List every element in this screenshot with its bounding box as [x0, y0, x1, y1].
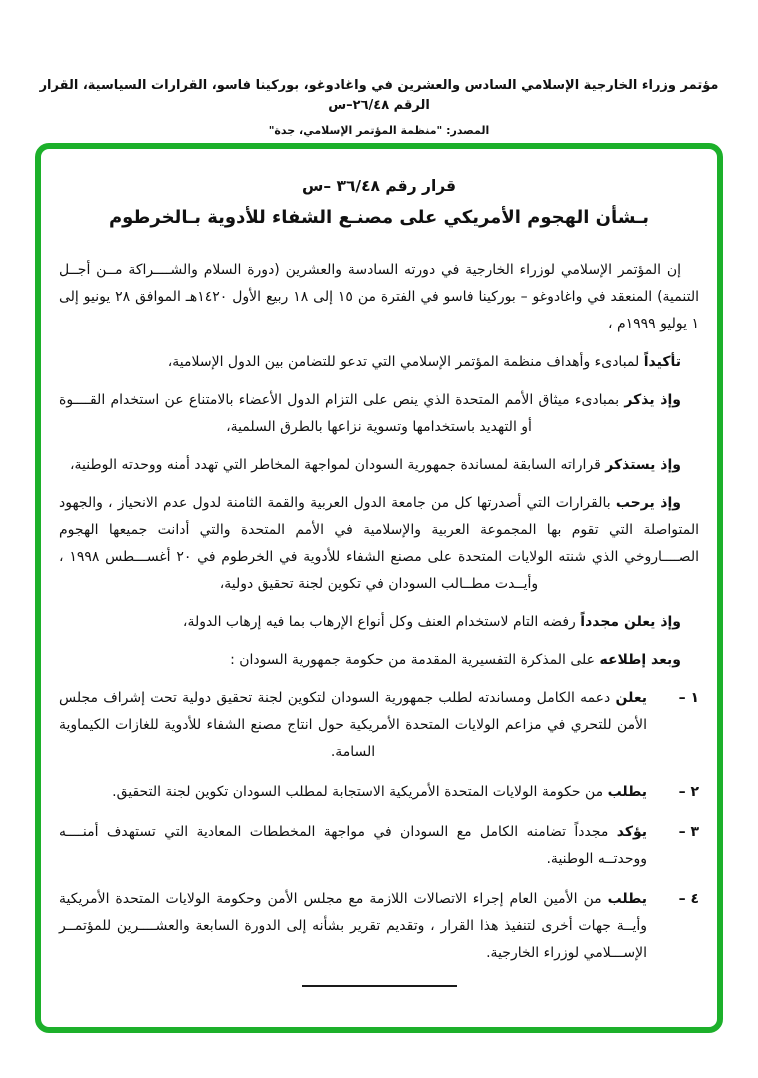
preamble-paragraph	[59, 452, 699, 479]
paragraph-text: إن المؤتمر الإسلامي لوزراء الخارجية في دورته السادسة والعشرين (دورة السلام والشــــراكة مــن أجــل التنمية) المنعقد في واغادوغو – بوركينا فاسو في الفترة من ١٥ إلى ١٨ ربيع الأول ١٤٢٠هـ الموافق ٢٨ يونيو إلى ١ يوليو ١٩٩٩م ،	[59, 262, 699, 332]
item-lead: يطلب	[607, 784, 647, 800]
preamble-paragraph	[59, 349, 699, 376]
item-lead: يطلب	[607, 891, 647, 907]
item-number: ٤ –	[678, 891, 699, 907]
document-frame	[35, 143, 723, 1033]
paragraph-text: قراراته السابقة لمساندة جمهورية السودان لمواجهة المخاطر التي تهدد أمنه ووحدته الوطنية،	[70, 457, 606, 473]
paragraph-text: رفضه التام لاستخدام العنف وكل أنواع الإرهاب بما فيه إرهاب الدولة،	[182, 614, 581, 630]
item-text	[59, 779, 647, 806]
preamble-paragraph	[59, 647, 699, 674]
item-lead: يعلن	[615, 690, 647, 706]
item-text	[59, 685, 647, 766]
citation-header	[28, 76, 730, 137]
end-divider	[302, 985, 457, 987]
paragraph-lead: وبعد إطلاعه	[599, 652, 681, 668]
paragraph-lead: وإذ يستذكر	[605, 457, 681, 473]
resolution-subject-title: بـشأن الهجوم الأمريكي على مصنـع الشفاء للأدوية بـالخرطوم	[108, 207, 650, 228]
list-item	[59, 886, 699, 967]
item-lead: يؤكد	[616, 824, 647, 840]
item-body: دعمه الكامل ومساندته لطلب جمهورية السودان لتكوين لجنة تحقيق دولية تحت إشراف مجلس الأمن للتحري في مزاعم الولايات المتحدة الأمريكية حول انتاج مصنع الشفاء للأدوية للغازات الكيماوية السامة.	[59, 690, 647, 760]
paragraph-text: بمبادىء ميثاق الأمم المتحدة الذي ينص على التزام الدول الأعضاء بالامتناع عن استخدام القــــوة أو التهديد باستخدامها وتسوية نزاعها بالطرق السلمية،	[59, 392, 625, 435]
paragraph-lead: وإذ يعلن مجدداً	[580, 614, 681, 630]
preamble-paragraph	[59, 257, 699, 338]
item-body: من حكومة الولايات المتحدة الأمريكية الاستجابة لمطلب السودان تكوين لجنة التحقيق.	[112, 784, 608, 800]
list-item	[59, 779, 699, 806]
paragraph-lead: تأكيداً	[643, 354, 681, 370]
item-body: من الأمين العام إجراء الاتصالات اللازمة مع مجلس الأمن وحكومة الولايات المتحدة الأمريكية وأيــة جهات أخرى لتنفيذ هذا القرار ، وتقديم تقرير بشأنه إلى الدورة السابعة والعشــــرين للمؤتمــر الإســـلامي لوزراء الخارجية.	[59, 891, 647, 961]
list-item	[59, 685, 699, 766]
preamble-paragraph	[59, 387, 699, 441]
paragraph-text: بالقرارات التي أصدرتها كل من جامعة الدول العربية والقمة الثامنة لدول عدم الانحياز ، والجهود المتواصلة التي تقوم بها المجموعة العربية والإسلامية في الأمم المتحدة والتي أدانت جميعها الهجوم الصــــاروخي الذي شنته الولايات المتحدة على مصنع الشفاء للأدوية في الخرطوم في ٢٠ أغســـطس ١٩٩٨ ، وأيــدت مطــالب السودان في تكوين لجنة تحقيق دولية،	[59, 495, 699, 592]
preamble-paragraph	[59, 490, 699, 598]
operative-clause-list	[59, 685, 699, 967]
citation-line: مؤتمر وزراء الخارجية الإسلامي السادس والعشرين في واغادوغو، بوركينا فاسو، القرارات السياسية، القرار الرقم ٢٦/٤٨–س	[39, 78, 719, 113]
item-number: ١ –	[678, 690, 699, 706]
item-text	[59, 886, 647, 967]
paragraph-text: على المذكرة التفسيرية المقدمة من حكومة جمهورية السودان :	[230, 652, 600, 668]
resolution-number-title: قرار رقم ٣٦/٤٨ –س	[301, 177, 457, 195]
source-line: المصدر: "منظمة المؤتمر الإسلامي، جدة"	[268, 124, 490, 137]
paragraph-lead: وإذ يذكر	[624, 392, 681, 408]
resolution-body	[59, 257, 699, 987]
item-text	[59, 819, 647, 873]
preamble-paragraph	[59, 609, 699, 636]
paragraph-lead: وإذ يرحب	[615, 495, 681, 511]
item-number: ٣ –	[678, 824, 699, 840]
list-item	[59, 819, 699, 873]
item-body: مجدداً تضامنه الكامل مع السودان في مواجهة المخططات المعادية التي تستهدف أمنــــه ووحدتــه الوطنية.	[59, 824, 647, 867]
paragraph-text: لمبادىء وأهداف منظمة المؤتمر الإسلامي التي تدعو للتضامن بين الدول الإسلامية،	[167, 354, 644, 370]
item-number: ٢ –	[678, 784, 699, 800]
